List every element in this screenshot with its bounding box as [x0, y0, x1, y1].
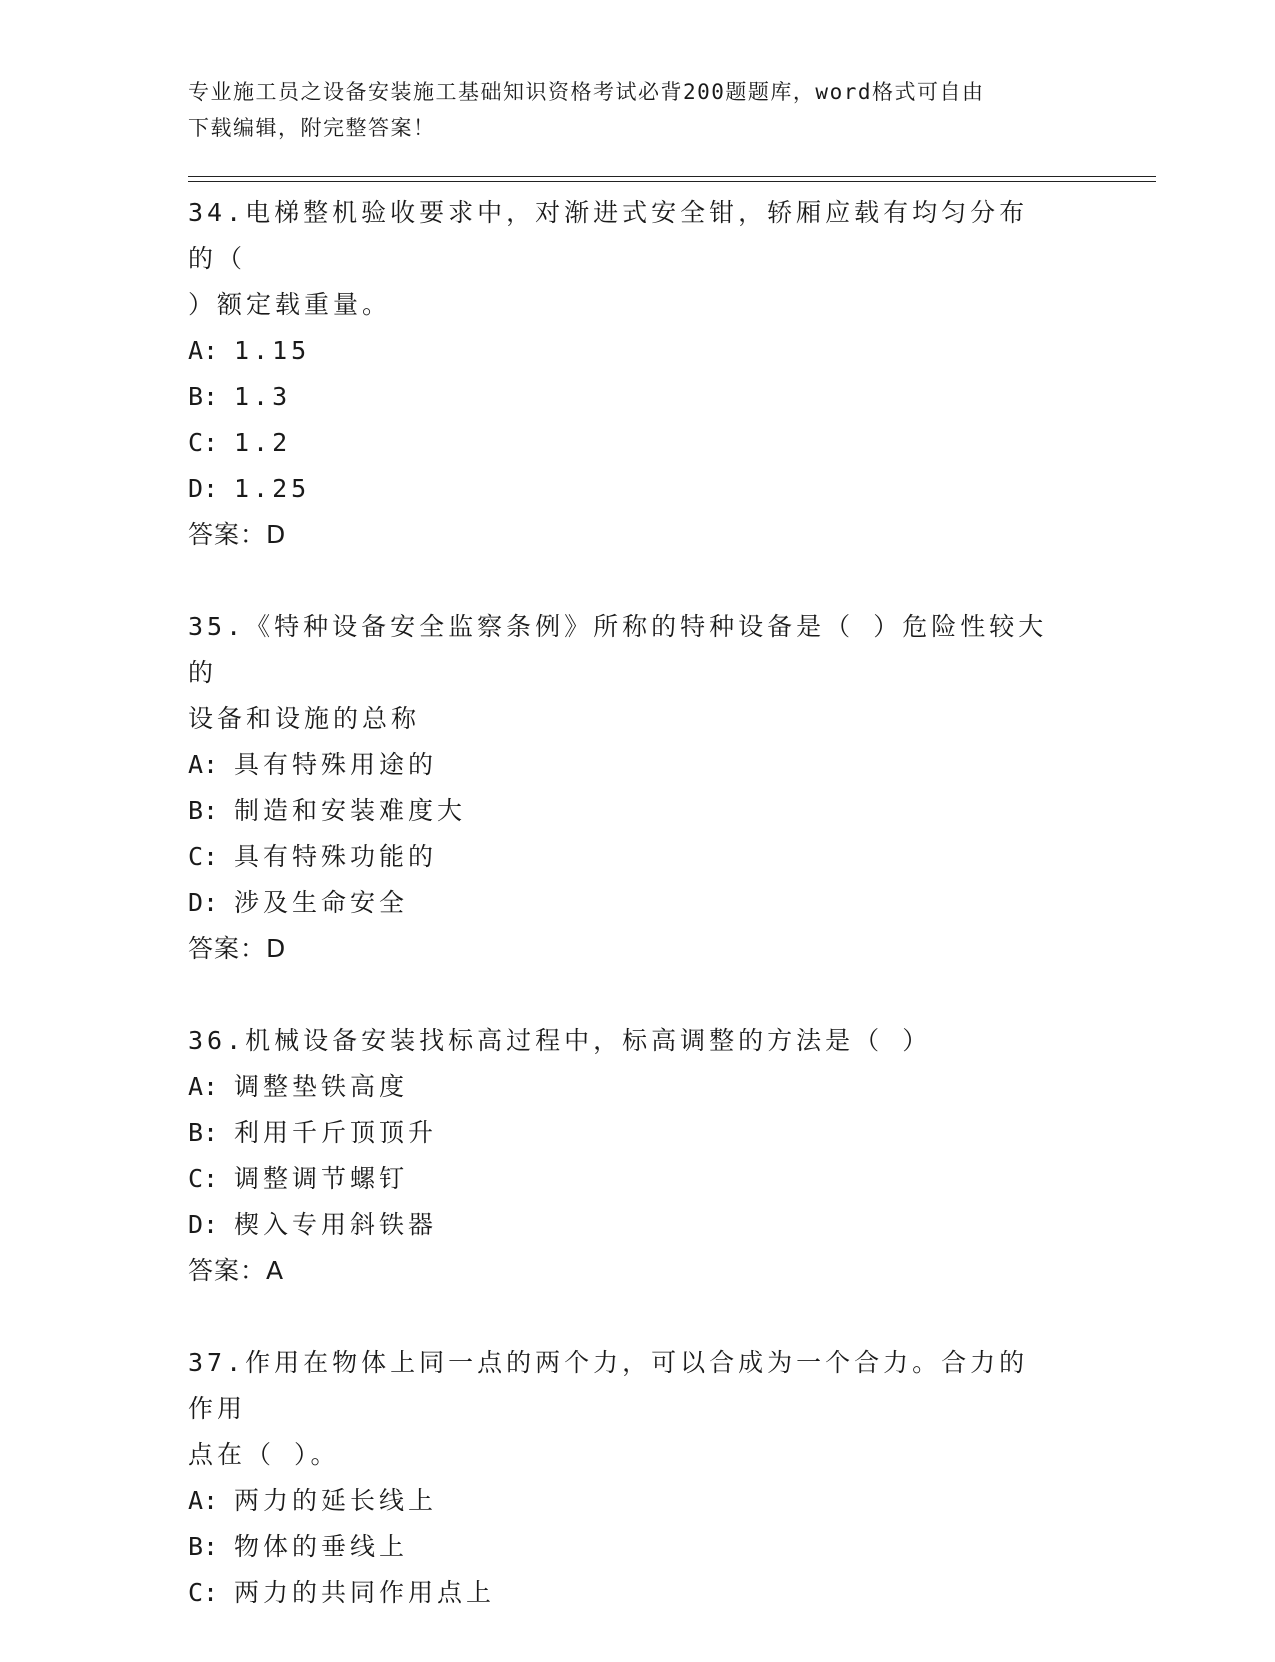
- option-text: 1.3: [234, 382, 292, 411]
- document-header: [188, 74, 1068, 146]
- option-text: 物体的垂线上: [234, 1532, 409, 1561]
- question-stem-line-1: 36.机械设备安装找标高过程中，标高调整的方法是（ ）: [188, 1026, 932, 1055]
- option-d: [188, 1202, 1088, 1248]
- answer-line: 答案：A: [188, 1256, 285, 1285]
- option-c: [188, 834, 1088, 880]
- option-key: D:: [188, 1210, 219, 1239]
- option-text: 两力的共同作用点上: [234, 1578, 496, 1607]
- option-d: [188, 466, 1088, 512]
- option-text: 涉及生命安全: [234, 888, 409, 917]
- header-divider-bottom: [188, 181, 1156, 182]
- option-text: 调整调节螺钉: [234, 1164, 409, 1193]
- option-text: 1.2: [234, 428, 292, 457]
- question-list: [188, 190, 1088, 1662]
- question-35: [188, 604, 1088, 972]
- option-text: 两力的延长线上: [234, 1486, 438, 1515]
- option-text: 具有特殊功能的: [234, 842, 438, 871]
- option-text: 制造和安装难度大: [234, 796, 467, 825]
- option-text: 1.15: [234, 336, 311, 365]
- option-c: [188, 1156, 1088, 1202]
- option-text: 利用千斤顶顶升: [234, 1118, 438, 1147]
- option-key: A:: [188, 336, 219, 365]
- option-text: 调整垫铁高度: [234, 1072, 409, 1101]
- question-stem-line-2: 设备和设施的总称: [188, 704, 421, 733]
- option-key: C:: [188, 1578, 219, 1607]
- option-c: [188, 420, 1088, 466]
- option-key: B:: [188, 382, 219, 411]
- option-b: [188, 374, 1088, 420]
- option-text: 楔入专用斜铁器: [234, 1210, 438, 1239]
- question-stem: [188, 190, 1088, 328]
- option-key: A:: [188, 1072, 219, 1101]
- option-b: [188, 788, 1088, 834]
- option-text: 1.25: [234, 474, 311, 503]
- option-d: [188, 880, 1088, 926]
- option-key: A:: [188, 750, 219, 779]
- question-stem-line-1: 35.《特种设备安全监察条例》所称的特种设备是（ ）危险性较大的: [188, 612, 1048, 687]
- question-stem: [188, 1018, 1088, 1064]
- question-stem-line-2: ）额定载重量。: [188, 290, 392, 319]
- question-37: [188, 1340, 1088, 1616]
- option-key: C:: [188, 842, 219, 871]
- option-a: [188, 1478, 1088, 1524]
- question-stem-line-1: 34.电梯整机验收要求中，对渐进式安全钳，轿厢应载有均匀分布的（: [188, 198, 1029, 273]
- header-line-2: 下载编辑，附完整答案！: [188, 116, 436, 140]
- question-stem: [188, 604, 1088, 742]
- option-key: D:: [188, 474, 219, 503]
- question-36: [188, 1018, 1088, 1294]
- option-a: [188, 742, 1088, 788]
- option-b: [188, 1524, 1088, 1570]
- option-key: A:: [188, 1486, 219, 1515]
- option-a: [188, 1064, 1088, 1110]
- option-key: B:: [188, 796, 219, 825]
- question-stem-line-1: 37.作用在物体上同一点的两个力，可以合成为一个合力。合力的作用: [188, 1348, 1029, 1423]
- answer-line: 答案：D: [188, 934, 287, 963]
- question-34: [188, 190, 1088, 558]
- header-divider-top: [188, 176, 1156, 177]
- header-line-1: 专业施工员之设备安装施工基础知识资格考试必背200题题库，word格式可自由: [188, 80, 985, 104]
- question-stem: [188, 1340, 1088, 1478]
- answer-line: 答案：D: [188, 520, 287, 549]
- option-b: [188, 1110, 1088, 1156]
- option-key: B:: [188, 1118, 219, 1147]
- option-a: [188, 328, 1088, 374]
- option-text: 具有特殊用途的: [234, 750, 438, 779]
- option-key: C:: [188, 1164, 219, 1193]
- option-key: B:: [188, 1532, 219, 1561]
- question-stem-line-2: 点在（ ）。: [188, 1440, 340, 1469]
- option-c: [188, 1570, 1088, 1616]
- option-key: D:: [188, 888, 219, 917]
- option-key: C:: [188, 428, 219, 457]
